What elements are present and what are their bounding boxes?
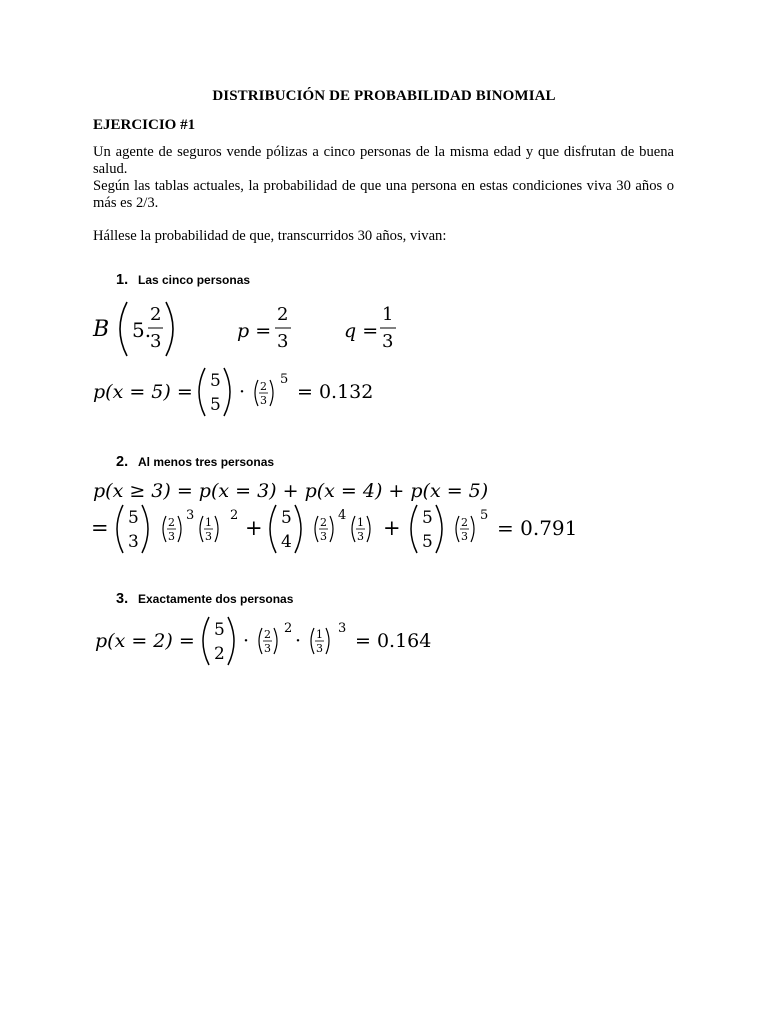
paren <box>255 380 258 406</box>
binom-left-paren <box>117 505 123 553</box>
frac-den: 3 <box>320 530 327 543</box>
frac-num: 2 <box>168 516 175 529</box>
paren <box>367 516 370 542</box>
exponent: 5 <box>480 508 489 523</box>
exponent: 2 <box>284 621 293 636</box>
dot: · <box>243 630 250 652</box>
binom-top: 5 <box>422 508 433 528</box>
plus-sign: + <box>245 516 263 540</box>
question-paragraph: Hállese la probabilidad de que, transcurridos 30 años, vivan: <box>93 228 447 244</box>
binom-bottom: 5 <box>210 395 221 415</box>
paren <box>259 628 262 654</box>
exercise-heading: EJERCICIO #1 <box>93 117 196 133</box>
paren <box>274 628 277 654</box>
binom-top: 5 <box>210 371 221 391</box>
frac-den: 3 <box>168 530 175 543</box>
binom-right-paren <box>295 505 301 553</box>
formula-p-at-least-3-expansion <box>91 505 577 553</box>
paren <box>315 516 318 542</box>
p-den: 3 <box>277 331 289 352</box>
f3-rhs: = 0.164 <box>355 630 432 652</box>
binom-bottom: 5 <box>422 532 433 552</box>
p-num: 2 <box>277 304 289 325</box>
paren <box>326 628 329 654</box>
binom-left-paren <box>203 617 209 665</box>
f1-lhs: p(x = 5) = <box>93 381 193 403</box>
paren <box>215 516 218 542</box>
binom-bottom: 3 <box>128 532 139 552</box>
frac-den: 3 <box>357 530 364 543</box>
exponent: 2 <box>230 508 239 523</box>
dot: · <box>239 381 246 403</box>
exponent: 3 <box>338 621 347 636</box>
formula-binomial-distribution <box>92 302 173 356</box>
item-2-label: Al menos tres personas <box>138 455 275 469</box>
problem-paragraph-2: Según las tablas actuales, la probabilidad de que una persona en estas condiciones viva 30 años o más es 2/3. <box>93 178 674 211</box>
exponent: 5 <box>280 372 289 387</box>
paren <box>471 516 474 542</box>
paren <box>352 516 355 542</box>
binom-top: 5 <box>281 508 292 528</box>
binom-right-paren <box>228 617 234 665</box>
frac-num: 2 <box>320 516 327 529</box>
f1-rhs: = 0.132 <box>297 381 374 403</box>
dist-n: 5. <box>132 318 152 342</box>
dot: · <box>295 630 302 652</box>
f3-lhs: p(x = 2) = <box>95 630 195 652</box>
formula-p-at-least-3: p(x ≥ 3) = p(x = 3) + p(x = 4) + p(x = 5) <box>93 480 489 502</box>
paren <box>311 628 314 654</box>
f2-rhs: = 0.791 <box>497 516 578 540</box>
item-2-number: 2. <box>116 454 129 470</box>
formula-p-x-equals-2 <box>95 617 431 665</box>
exponent: 4 <box>338 508 347 523</box>
frac-num: 2 <box>461 516 468 529</box>
q-num: 1 <box>382 304 394 325</box>
paren <box>178 516 181 542</box>
frac-den: 3 <box>264 642 271 655</box>
binom-left-paren <box>270 505 276 553</box>
q-den: 3 <box>382 331 394 352</box>
paren <box>163 516 166 542</box>
item-3-number: 3. <box>116 591 129 607</box>
frac-den: 3 <box>205 530 212 543</box>
formula-p-x-equals-5 <box>93 368 373 416</box>
binom-left-paren <box>411 505 417 553</box>
paren <box>330 516 333 542</box>
frac-den: 3 <box>260 394 267 407</box>
frac-den: 3 <box>461 530 468 543</box>
right-paren <box>166 302 173 356</box>
left-paren <box>120 302 127 356</box>
binom-left-paren <box>199 368 205 416</box>
frac-num: 2 <box>264 628 271 641</box>
equals-sign: = <box>91 516 109 540</box>
plus-sign: + <box>383 516 401 540</box>
frac-num: 2 <box>260 380 267 393</box>
frac-den: 3 <box>316 642 323 655</box>
binom-right-paren <box>142 505 148 553</box>
binom-top: 5 <box>214 620 225 640</box>
binom-bottom: 4 <box>281 532 292 552</box>
exponent: 3 <box>186 508 195 523</box>
dist-den: 3 <box>150 331 162 352</box>
problem-paragraph-1: Un agente de seguros vende pólizas a cinco personas de la misma edad y que disfrutan de buena salud. <box>93 144 674 177</box>
binom-right-paren <box>436 505 442 553</box>
item-3-label: Exactamente dos personas <box>138 592 294 606</box>
binom-bottom: 2 <box>214 644 225 664</box>
binom-right-paren <box>224 368 230 416</box>
dist-num: 2 <box>150 304 162 325</box>
item-1-label: Las cinco personas <box>138 273 251 287</box>
paren <box>270 380 273 406</box>
frac-num: 1 <box>357 516 364 529</box>
formula-p <box>237 304 291 352</box>
paren <box>456 516 459 542</box>
p-lhs: p = <box>237 320 272 342</box>
frac-num: 1 <box>205 516 212 529</box>
item-1-number: 1. <box>116 272 129 288</box>
frac-num: 1 <box>316 628 323 641</box>
binom-top: 5 <box>128 508 139 528</box>
q-lhs: q = <box>344 320 379 342</box>
document-title: DISTRIBUCIÓN DE PROBABILIDAD BINOMIAL <box>212 88 556 104</box>
dist-symbol: B <box>93 317 110 342</box>
paren <box>200 516 203 542</box>
formula-q <box>344 304 396 352</box>
